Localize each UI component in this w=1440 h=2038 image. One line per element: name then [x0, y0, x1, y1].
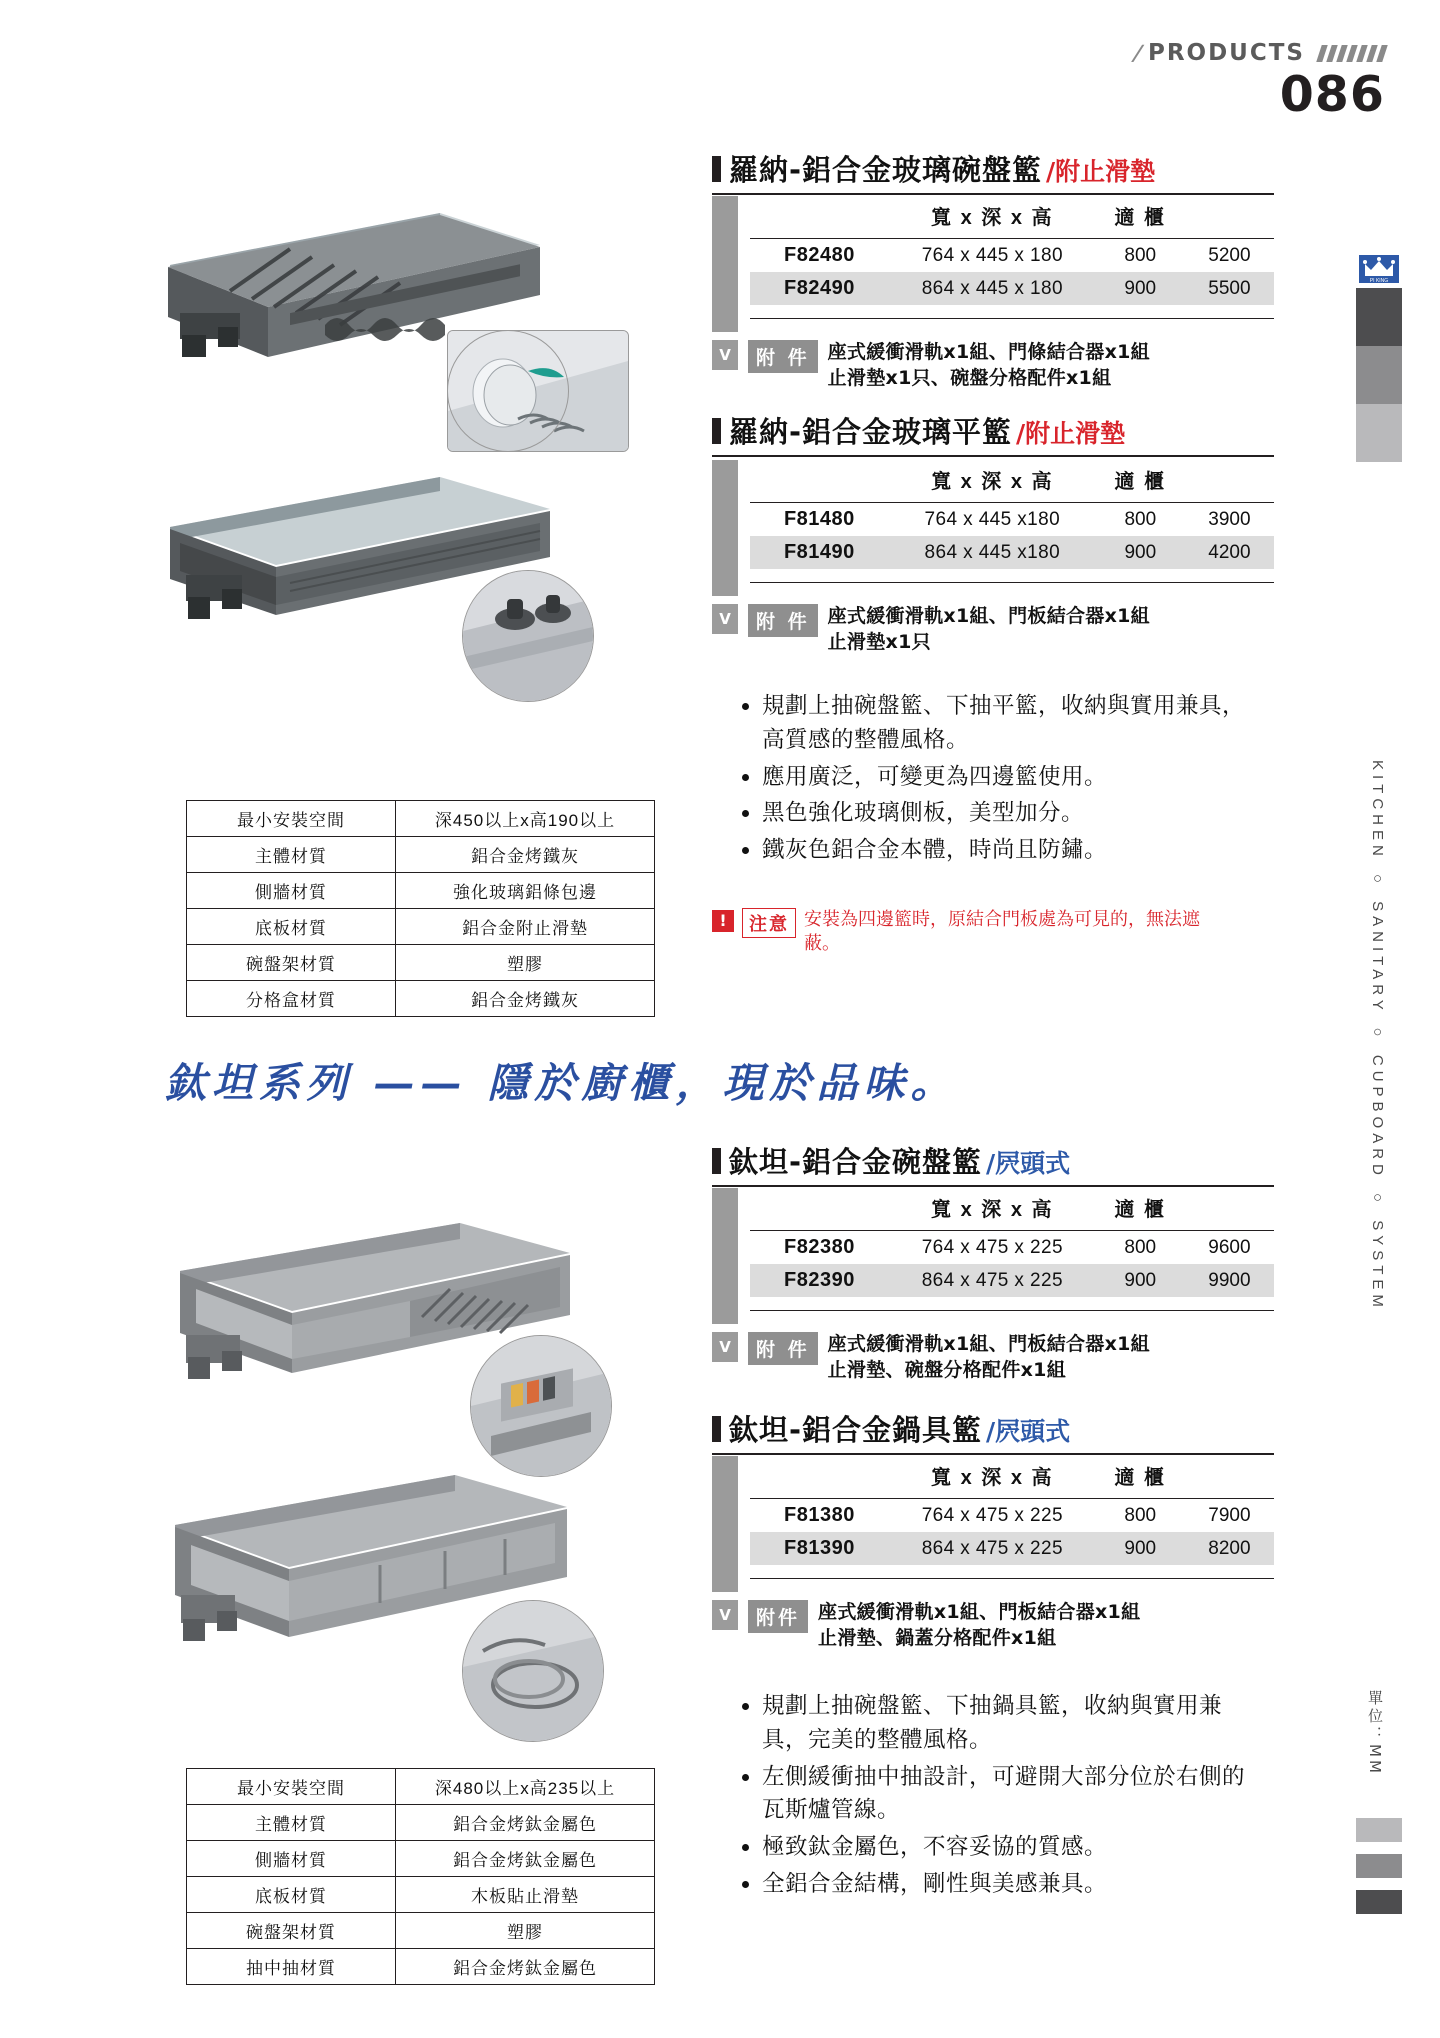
- material-key: 主體材質: [187, 837, 396, 873]
- page-number: 086: [1279, 66, 1385, 123]
- section-bar-icon: [712, 156, 721, 182]
- material-key: 側牆材質: [187, 873, 396, 909]
- spec-flag-4: [712, 1456, 738, 1592]
- product-cabinet: 900: [1124, 1269, 1157, 1291]
- accessory-line: 止滑墊、碗盤分格配件x1組: [827, 1358, 1067, 1381]
- section-title-sub: /屄頭式: [986, 1417, 1071, 1446]
- table-row: [750, 1499, 1274, 1533]
- product-cabinet: 800: [1124, 508, 1157, 530]
- product-code: F81390: [783, 1537, 855, 1559]
- page-title: PRODUCTS: [1147, 40, 1305, 66]
- rail-unit-text: 單位：MM: [1366, 1690, 1384, 1776]
- spec-rule-2: [750, 582, 1274, 583]
- note-warning: [712, 908, 1252, 957]
- material-value: 強化玻璃鋁條包邊: [396, 873, 655, 909]
- product-price: 5200: [1208, 244, 1251, 266]
- product-code: F81380: [783, 1504, 855, 1526]
- product-dim: 864 x 445 x180: [924, 541, 1061, 563]
- section-title-main: 鈦坦-鋁合金鍋具籃: [729, 1413, 983, 1447]
- col-dimensions: 寬 x 深 x 高: [889, 196, 1096, 239]
- material-value: 鋁合金烤鈦金屬色: [396, 1805, 655, 1841]
- accessory-taitan-pot: [712, 1600, 1140, 1651]
- product-dim: 764 x 445 x180: [924, 508, 1061, 530]
- section-title-luonuo-dish: [712, 148, 1274, 195]
- table-row: [187, 1805, 655, 1841]
- table-row: [187, 801, 655, 837]
- spec-flag-1: [712, 196, 738, 332]
- product-cabinet: 900: [1124, 277, 1157, 299]
- accessory-v-marker: V: [712, 1600, 738, 1630]
- product-code: F82390: [783, 1269, 855, 1291]
- series-headline: 鈦坦系列 —— 隱於廚櫃，現於品味。: [165, 1059, 958, 1107]
- spec-flag-3: [712, 1188, 738, 1324]
- section-bar-icon: [712, 418, 721, 444]
- table-row: [750, 239, 1274, 273]
- callout-luonuo-flat: [462, 570, 594, 702]
- table-row: [187, 1949, 655, 1985]
- material-key: 碗盤架材質: [187, 945, 396, 981]
- col-price: [1185, 196, 1274, 239]
- accessory-v-marker: V: [712, 1332, 738, 1362]
- crown-logo-icon: [1355, 252, 1403, 286]
- material-key: 主體材質: [187, 1805, 396, 1841]
- table-row: [187, 909, 655, 945]
- product-dim: 864 x 475 x 225: [921, 1537, 1063, 1559]
- material-key: 最小安裝空間: [187, 1769, 396, 1805]
- accessory-line: 止滑墊、鍋蓋分格配件x1組: [818, 1626, 1057, 1649]
- section-title-main: 羅納-鋁合金玻璃碗盤籃: [729, 153, 1043, 187]
- section-bar-icon: [712, 1148, 721, 1174]
- product-cabinet: 800: [1124, 1504, 1157, 1526]
- material-value: 塑膠: [396, 945, 655, 981]
- col-cabinet: 適 櫃: [1096, 460, 1185, 503]
- spec-rule-1: [750, 318, 1274, 319]
- spec-rule-4: [750, 1578, 1274, 1579]
- accessory-tag: 附 件: [748, 340, 818, 373]
- accessory-luonuo-flat: [712, 604, 1150, 655]
- warning-icon: !: [712, 910, 734, 932]
- material-value: 鋁合金烤鐵灰: [396, 981, 655, 1017]
- table-row: [187, 1841, 655, 1877]
- accessory-text: [818, 1600, 1140, 1651]
- table-row: [187, 873, 655, 909]
- table-row: [750, 503, 1274, 537]
- svg-text:PI KING: PI KING: [1369, 278, 1389, 284]
- header-bars-icon: [1319, 45, 1385, 62]
- col-cabinet: 適 櫃: [1096, 1456, 1185, 1499]
- accessory-tag: 附件: [748, 1600, 808, 1633]
- col-price: [1185, 1188, 1274, 1231]
- product-cabinet: 900: [1124, 541, 1157, 563]
- list-item: • 黑色強化玻璃側板，美型加分。: [762, 797, 1256, 831]
- material-table-bottom: [186, 1768, 655, 1985]
- material-key: 分格盒材質: [187, 981, 396, 1017]
- accessory-line: 座式緩衝滑軌x1組、門板結合器x1組: [827, 605, 1150, 627]
- spec-table-luonuo-dish: [750, 196, 1274, 305]
- accessory-tag: 附 件: [748, 1332, 818, 1365]
- spec-rule-3: [750, 1310, 1274, 1311]
- accessory-v-marker: V: [712, 604, 738, 634]
- table-row: [750, 1231, 1274, 1265]
- section-title-sub: /屄頭式: [986, 1149, 1071, 1178]
- col-dimensions: 寬 x 深 x 高: [889, 460, 1096, 503]
- table-row: [187, 1913, 655, 1949]
- table-row: [187, 981, 655, 1017]
- col-dimensions: 寬 x 深 x 高: [889, 1188, 1096, 1231]
- rail-swatches: [1356, 288, 1402, 462]
- section-title-taitan-dish: [712, 1140, 1274, 1187]
- col-price: [1185, 1456, 1274, 1499]
- material-value: 鋁合金烤鈦金屬色: [396, 1949, 655, 1985]
- accessory-text: [828, 340, 1150, 391]
- list-item: • 極致鈦金屬色，不容妥協的質感。: [762, 1831, 1256, 1865]
- product-dim: 764 x 475 x 225: [921, 1236, 1063, 1258]
- bullets-top: [736, 690, 1256, 871]
- table-row: [187, 1877, 655, 1913]
- accessory-luonuo-dish: [712, 340, 1150, 391]
- product-code: F82480: [783, 244, 855, 266]
- spec-flag-2: [712, 460, 738, 596]
- spec-table-taitan-pot: [750, 1456, 1274, 1565]
- note-tag: 注意: [742, 908, 796, 938]
- accessory-text: [828, 1332, 1150, 1383]
- page-header: [1130, 40, 1385, 123]
- product-price: 7900: [1208, 1504, 1251, 1526]
- list-item: • 全鋁合金結構，剛性與美感兼具。: [762, 1868, 1256, 1902]
- table-row: [750, 272, 1274, 305]
- material-key: 底板材質: [187, 1877, 396, 1913]
- list-item: • 規劃上抽碗盤籃、下抽鍋具籃，收納與實用兼具，完美的整體風格。: [762, 1690, 1256, 1758]
- material-key: 側牆材質: [187, 1841, 396, 1877]
- accessory-text: [828, 604, 1150, 655]
- material-value: 木板貼止滑墊: [396, 1877, 655, 1913]
- material-value: 深450以上x高190以上: [396, 801, 655, 837]
- accessory-v-marker: V: [712, 340, 738, 370]
- table-row: [750, 1532, 1274, 1565]
- section-title-sub: /附止滑墊: [1016, 419, 1126, 448]
- callout-luonuo-dish-circle: [447, 330, 569, 452]
- material-value: 鋁合金附止滑墊: [396, 909, 655, 945]
- spec-table-taitan-dish: [750, 1188, 1274, 1297]
- rail-swatches-bottom: [1356, 1818, 1402, 1926]
- table-row: [187, 837, 655, 873]
- list-item: • 應用廣泛，可變更為四邊籃使用。: [762, 761, 1256, 795]
- material-value: 鋁合金烤鈦金屬色: [396, 1841, 655, 1877]
- product-dim: 864 x 445 x 180: [921, 277, 1063, 299]
- col-dimensions: 寬 x 深 x 高: [889, 1456, 1096, 1499]
- product-cabinet: 900: [1124, 1537, 1157, 1559]
- section-title-luonuo-flat: [712, 410, 1274, 457]
- table-row: [187, 1769, 655, 1805]
- list-item: • 左側緩衝抽中抽設計，可避開大部分位於右側的瓦斯爐管線。: [762, 1761, 1256, 1829]
- section-bar-icon: [712, 1416, 721, 1442]
- material-value: 塑膠: [396, 1913, 655, 1949]
- col-cabinet: 適 櫃: [1096, 1188, 1185, 1231]
- material-value: 鋁合金烤鐵灰: [396, 837, 655, 873]
- material-value: 深480以上x高235以上: [396, 1769, 655, 1805]
- header-slash-icon: /: [1130, 41, 1144, 65]
- accessory-line: 止滑墊x1只、碗盤分格配件x1組: [827, 366, 1112, 389]
- rail-vertical-text: KITCHEN ○ SANITARY ○ CUPBOARD ○ SYSTEM: [1369, 760, 1386, 1312]
- product-dim: 764 x 445 x 180: [921, 244, 1063, 266]
- product-code: F81480: [783, 508, 855, 530]
- list-item: • 規劃上抽碗盤籃、下抽平籃，收納與實用兼具，高質感的整體風格。: [762, 690, 1256, 758]
- product-code: F81490: [783, 541, 855, 563]
- spec-table-luonuo-flat: [750, 460, 1274, 569]
- product-cabinet: 800: [1124, 244, 1157, 266]
- material-table-top: [186, 800, 655, 1017]
- product-dim: 764 x 475 x 225: [921, 1504, 1063, 1526]
- list-item: • 鐵灰色鋁合金本體，時尚且防鏽。: [762, 834, 1256, 868]
- note-text: 安裝為四邊籃時，原結合門板處為可見的，無法遮蔽。: [804, 909, 1200, 955]
- accessory-tag: 附 件: [748, 604, 818, 637]
- accessory-line: 座式緩衝滑軌x1組、門條結合器x1組: [827, 341, 1150, 363]
- section-title-main: 羅納-鋁合金玻璃平籃: [729, 415, 1013, 449]
- material-key: 碗盤架材質: [187, 1913, 396, 1949]
- accessory-line: 座式緩衝滑軌x1組、門板結合器x1組: [818, 1601, 1141, 1623]
- product-code: F82380: [783, 1236, 855, 1258]
- product-code: F82490: [783, 277, 855, 299]
- product-dim: 864 x 475 x 225: [921, 1269, 1063, 1291]
- accessory-line: 止滑墊x1只: [827, 630, 931, 653]
- product-price: 9600: [1208, 1236, 1251, 1258]
- accessory-line: 座式緩衝滑軌x1組、門板結合器x1組: [827, 1333, 1150, 1355]
- section-title-main: 鈦坦-鋁合金碗盤籃: [729, 1145, 983, 1179]
- col-cabinet: 適 櫃: [1096, 196, 1185, 239]
- material-key: 抽中抽材質: [187, 1949, 396, 1985]
- material-key: 最小安裝空間: [187, 801, 396, 837]
- product-price: 5500: [1208, 277, 1251, 299]
- col-price: [1185, 460, 1274, 503]
- callout-taitan-pot: [462, 1600, 604, 1742]
- table-row: [750, 536, 1274, 569]
- table-row: [187, 945, 655, 981]
- table-row: [750, 1264, 1274, 1297]
- product-price: 8200: [1208, 1537, 1251, 1559]
- product-price: 3900: [1208, 508, 1251, 530]
- bullets-bottom: [736, 1690, 1256, 1905]
- product-cabinet: 800: [1124, 1236, 1157, 1258]
- product-price: 9900: [1208, 1269, 1251, 1291]
- material-key: 底板材質: [187, 909, 396, 945]
- product-price: 4200: [1208, 541, 1251, 563]
- section-title-sub: /附止滑墊: [1046, 157, 1156, 186]
- section-title-taitan-pot: [712, 1408, 1274, 1455]
- accessory-taitan-dish: [712, 1332, 1150, 1383]
